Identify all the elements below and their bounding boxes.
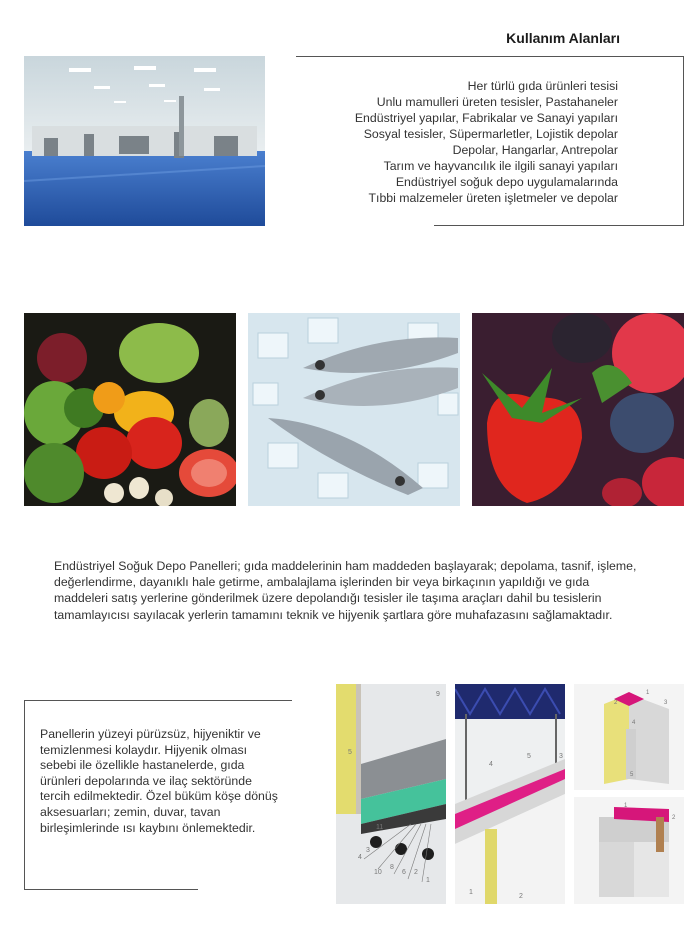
corner-junction-diagram-top [574,684,684,790]
list-item: Depolar, Hangarlar, Antrepolar [452,143,618,157]
callout-label: 2 [614,700,618,706]
berries-photo [472,313,684,506]
callout-label: 1 [624,803,628,809]
callout-label: 11 [376,824,384,831]
factory-interior-photo [24,56,265,226]
divider [24,700,292,701]
surface-info-text: Panellerin yüzeyi pürüzsüz, hijyeniktir ve temizlenmesi kolaydır. Hijyenik olması sebebi ile özellikle hastanelerde, gıda ürünleri depolarında ve ilaç sektöründe tercih edilmektedir. Özel büküm köşe dönüş aksesuarları; zemin, duvar, tavan birleşimlerinde ısı kaybını önlemektedir. [40,727,278,835]
callout-label: 3 [664,700,668,706]
divider [24,700,25,890]
page-title: Kullanım Alanları [506,30,620,46]
list-item: Her türlü gıda ürünleri tesisi [467,79,618,93]
callout-label: 2 [519,893,523,900]
divider [296,56,684,57]
divider [434,225,684,226]
callout-label: 5 [630,772,634,778]
usage-areas-list [355,78,618,206]
floor-junction-diagram [336,684,446,904]
corner-junction-diagram-bottom [574,797,684,904]
ceiling-junction-diagram [455,684,565,904]
callout-label: 4 [632,720,636,726]
callout-label: 3 [559,753,563,760]
callout-label: 10 [374,869,382,876]
divider [24,889,198,890]
list-item: Sosyal tesisler, Süpermarletler, Lojistik depolar [363,127,618,141]
list-item: Endüstriyel yapılar, Fabrikalar ve Sanayi yapıları [354,111,618,125]
callout-label: 2 [672,815,676,821]
callout-label: 5 [527,753,531,760]
fish-on-ice-photo [248,313,460,506]
callout-label: 4 [358,854,362,861]
list-item: Unlu mamulleri üreten tesisler, Pastahaneler [376,95,618,109]
vegetables-photo [24,313,236,506]
usage-areas-box [296,56,684,226]
list-item: Endüstriyel soğuk depo uygulamalarında [395,175,618,189]
divider [683,56,684,226]
callout-label: 1 [646,690,650,696]
callout-label: 4 [489,761,493,768]
callout-label: 5 [348,749,352,756]
callout-label: 1 [426,877,430,884]
description-paragraph: Endüstriyel Soğuk Depo Panelleri; gıda maddelerinin ham maddeden başlayarak; depolama, tasnif, işleme, değerlendirme, dayanıklı hale getirme, ambalajlama işlerinden bir veya birkaçının yapıldığı ve gıda maddeleri satış yerlerine gönderilmek üzere depolandığı tesisler ile taşıma araçları dahil bu tesislerin tamamlayıcısı sayılacak yerlerin tamamını teknik ve hijyenik şartlara göre muhafazasını sağlamaktadır. [54,559,637,622]
callout-label: 3 [366,847,370,854]
callout-label: 6 [402,869,406,876]
callout-label: 2 [414,869,418,876]
list-item: Tıbbi malzemeler üreten işletmeler ve depolar [368,191,618,205]
callout-label: 9 [436,691,440,698]
list-item: Tarım ve hayvancılık ile ilgili sanayi yapıları [383,159,618,173]
callout-label: 8 [390,864,394,871]
surface-info-box [24,700,294,890]
callout-label: 1 [469,889,473,896]
